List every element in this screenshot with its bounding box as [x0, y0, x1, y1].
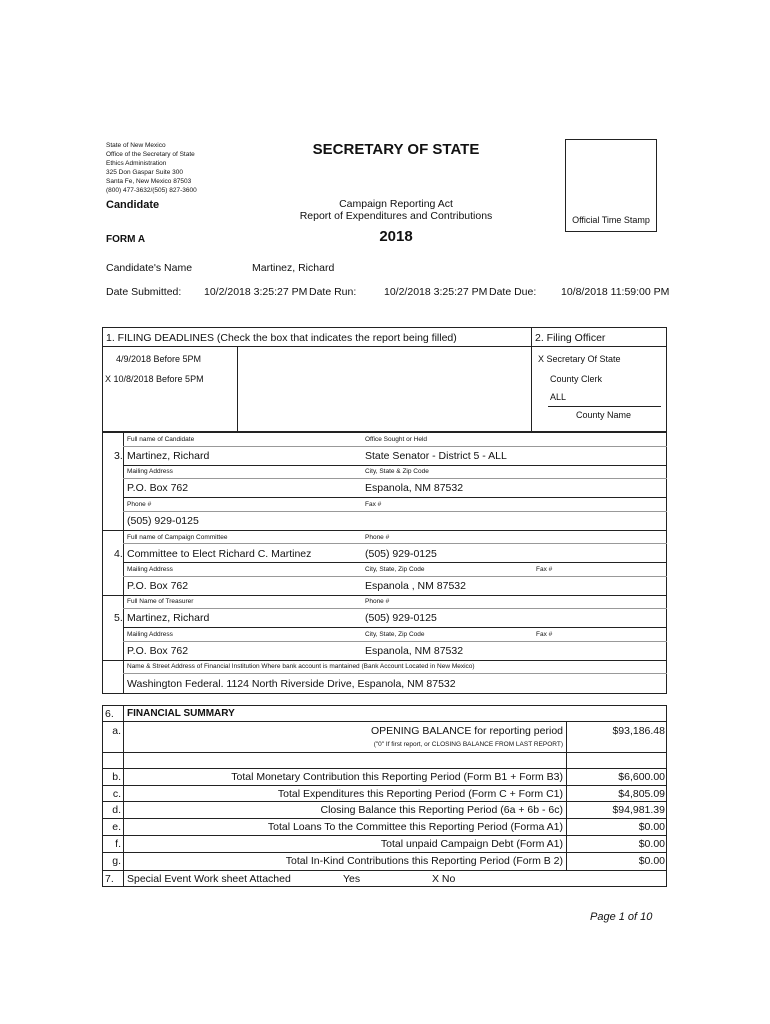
section-number: 7. — [105, 873, 114, 885]
date-run-value: 10/2/2018 3:25:27 PM — [384, 286, 488, 298]
candidate-name-value: Martinez, Richard — [252, 262, 335, 274]
row-letter: b. — [112, 771, 121, 783]
date-due-label: Date Due: — [489, 286, 537, 298]
summary-row-label: Total Expenditures this Reporting Period (Form C + Form C1) — [277, 788, 563, 800]
summary-row-label: Total Monetary Contribution this Reporting Period (Form B1 + Form B3) — [231, 771, 563, 783]
field-label: Fax # — [536, 566, 553, 573]
candidate-full-name: Martinez, Richard — [127, 450, 210, 462]
section-number: 6. — [105, 708, 114, 720]
field-label: City, State, Zip Code — [365, 566, 425, 573]
summary-row-label: Total unpaid Campaign Debt (Form A1) — [380, 838, 563, 850]
summary-row-label: Closing Balance this Reporting Period (6a + 6b - 6c) — [320, 804, 563, 816]
date-due-value: 10/8/2018 11:59:00 PM — [561, 286, 670, 298]
committee-phone: (505) 929-0125 — [365, 548, 437, 560]
special-event-yes[interactable]: Yes — [343, 873, 361, 885]
candidate-name-label: Candidate's Name — [106, 262, 193, 274]
treasurer-phone: (505) 929-0125 — [365, 612, 437, 624]
candidate-phone: (505) 929-0125 — [127, 515, 199, 527]
summary-row-value: $94,981.39 — [612, 804, 665, 816]
row-letter: f. — [115, 838, 121, 850]
address-line: Ethics Administration — [106, 160, 167, 167]
date-submitted-label: Date Submitted: — [106, 286, 182, 298]
special-event-label: Special Event Work sheet Attached — [127, 873, 291, 885]
section-number: 3. — [114, 450, 123, 462]
address-line: Santa Fe, New Mexico 87503 — [106, 178, 192, 185]
report-year: 2018 — [379, 228, 413, 245]
page-number: Page 1 of 10 — [590, 911, 653, 923]
field-label: Mailing Address — [127, 566, 173, 573]
date-run-label: Date Run: — [309, 286, 357, 298]
committee-city: Espanola , NM 87532 — [365, 580, 466, 592]
row-letter: g. — [112, 855, 121, 867]
financial-summary-title: FINANCIAL SUMMARY — [127, 708, 235, 719]
opening-balance-label: OPENING BALANCE for reporting period — [371, 725, 563, 737]
treasurer-mailing-address: P.O. Box 762 — [127, 645, 189, 657]
opening-balance-value: $93,186.48 — [612, 725, 665, 737]
address-line: Office of the Secretary of State — [106, 151, 195, 158]
field-label: Office Sought or Held — [365, 436, 428, 443]
filing-deadlines-title: 1. FILING DEADLINES (Check the box that indicates the report being filled) — [106, 332, 457, 344]
page-title: SECRETARY OF STATE — [312, 141, 480, 158]
field-label: Fax # — [536, 631, 553, 638]
address-line: 325 Don Gaspar Suite 300 — [106, 169, 183, 176]
summary-row-label: Total Loans To the Committee this Reporting Period (Forma A1) — [267, 821, 563, 833]
field-label: Full Name of Treasurer — [127, 598, 194, 605]
summary-row-value: $0.00 — [638, 838, 665, 850]
summary-row-value: $0.00 — [638, 855, 665, 867]
summary-row-value: $4,805.09 — [618, 788, 665, 800]
officer-county: ALL — [550, 392, 567, 402]
officer-option[interactable]: X Secretary Of State — [538, 354, 621, 364]
row-letter: d. — [112, 804, 121, 816]
field-label: City, State & Zip Code — [365, 468, 429, 475]
candidate-city: Espanola, NM 87532 — [365, 482, 464, 494]
field-label: Phone # — [127, 501, 152, 508]
row-letter: a. — [112, 725, 121, 737]
officer-option[interactable]: County Clerk — [550, 374, 603, 384]
row-letter: c. — [112, 788, 121, 800]
office-sought: State Senator - District 5 - ALL — [365, 450, 507, 462]
field-label: Name & Street Address of Financial Institution Where bank account is mantained (Bank Account Located in New Mexico) — [127, 663, 475, 670]
row-letter: e. — [112, 821, 121, 833]
filing-officer-title: 2. Filing Officer — [535, 332, 606, 344]
field-label: Fax # — [365, 501, 382, 508]
address-line: (800) 477-3632/(505) 827-3600 — [106, 187, 197, 194]
candidate-heading: Candidate — [106, 199, 160, 211]
committee-mailing-address: P.O. Box 762 — [127, 580, 189, 592]
opening-balance-note: ("0" If first report, or CLOSING BALANCE FROM LAST REPORT) — [373, 741, 563, 748]
county-name-label: County Name — [576, 410, 632, 420]
field-label: City, State, Zip Code — [365, 631, 425, 638]
address-line: State of New Mexico — [106, 142, 166, 149]
bank-address: Washington Federal. 1124 North Riverside Drive, Espanola, NM 87532 — [127, 678, 456, 690]
report-title: Report of Expenditures and Contributions — [299, 210, 493, 222]
section-number: 4. — [114, 548, 123, 560]
summary-row-value: $0.00 — [638, 821, 665, 833]
field-label: Mailing Address — [127, 631, 173, 638]
time-stamp-label: Official Time Stamp — [572, 215, 650, 225]
date-submitted-value: 10/2/2018 3:25:27 PM — [204, 286, 308, 298]
field-label: Phone # — [365, 534, 390, 541]
summary-row-value: $6,600.00 — [618, 771, 665, 783]
committee-name: Committee to Elect Richard C. Martinez — [127, 548, 312, 560]
act-title: Campaign Reporting Act — [339, 198, 453, 210]
field-label: Phone # — [365, 598, 390, 605]
treasurer-city: Espanola, NM 87532 — [365, 645, 464, 657]
deadline-option[interactable]: 4/9/2018 Before 5PM — [116, 354, 202, 364]
special-event-no[interactable]: X No — [432, 873, 456, 885]
candidate-mailing-address: P.O. Box 762 — [127, 482, 189, 494]
field-label: Full name of Campaign Committee — [127, 534, 228, 541]
treasurer-name: Martinez, Richard — [127, 612, 210, 624]
form-label: FORM A — [106, 234, 146, 245]
section-number: 5. — [114, 612, 123, 624]
field-label: Full name of Candidate — [127, 436, 195, 443]
summary-row-label: Total In-Kind Contributions this Reporting Period (Form B 2) — [285, 855, 563, 867]
deadline-option[interactable]: X 10/8/2018 Before 5PM — [105, 374, 204, 384]
field-label: Mailing Address — [127, 468, 173, 475]
